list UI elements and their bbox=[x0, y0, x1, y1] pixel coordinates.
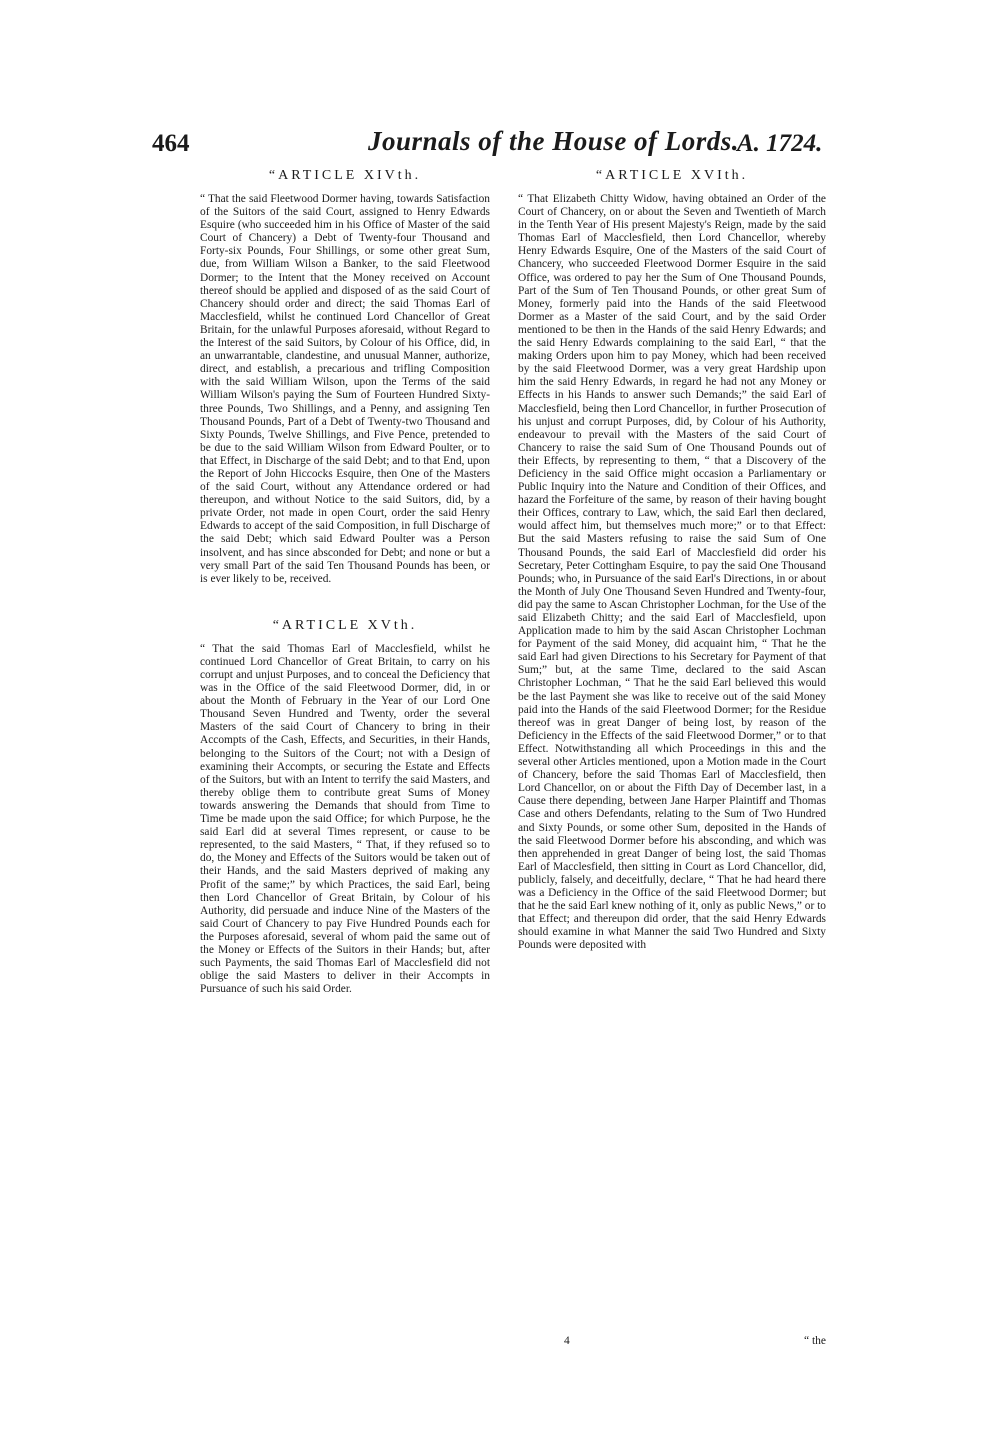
running-title: Journals of the House of Lords. bbox=[368, 126, 740, 156]
article-text-xv: “ That the said Thomas Earl of Macclesfield, whilst he continued Lord Chancellor of Great Britain, to carry on his corrupt and unjust Purposes, and to conceal the Deficiency that was in the Office of the said Fleetwood Dormer, did, in or about the Month of February in the Year of our Lord One Thousand Seven Hundred and Twenty, order the several Masters of the said Court of Chancery to bring in their Accompts of the Cash, Effects, and Securities, in their Hands, belonging to the Suitors of the Court; not with a Design of examining their Accompts, or securing the Estate and Effects of the Suitors, but with an Intent to terrify the said Masters, and thereby oblige them to contribute great Sums of Money towards answering the Demands that should from Time to Time be made upon the said Office; for which Purpose, he the said Earl did at several Times represent, or cause to be represented, to the said Masters, “ That, if they refused so to do, the Money and Effects of the Suitors would be taken out of their Hands, and the said Masters deprived of making any Profit of the same;” by which Practices, the said Earl, being then Lord Chancellor of Great Britain, by Colour of his Authority, did persuade and induce Nine of the Masters of the said Court of Chancery to pay Five Hundred Pounds each for the Purposes aforesaid, several of whom paid the same out of the Money or Effects of the Suitors in their Hands; but, after such Payments, the said Thomas Earl of Macclesfield did not oblige the said Masters to deliver in their Accompts in Pursuance of such his said Order. bbox=[200, 642, 490, 996]
year-label: A. 1724. bbox=[737, 130, 823, 157]
right-column bbox=[518, 168, 826, 952]
page-number: 464 bbox=[152, 130, 190, 157]
article-heading-xiv: “ARTICLE XIVth. bbox=[268, 168, 422, 183]
signature-mark: 4 bbox=[564, 1335, 570, 1347]
article-heading-xvi: “ARTICLE XVIth. bbox=[595, 168, 749, 183]
catchword: “ the bbox=[803, 1335, 826, 1347]
article-text-xiv: “ That the said Fleetwood Dormer having, towards Satisfaction of the Suitors of the said Court, assigned to Henry Edwards Esquire (who succeeded him in his Office of Master of the said Court of Chancery) a Debt of Twenty-four Thousand and Forty-six Pounds, Four Shillings, or some other great Sum, due, from William Wilson a Banker, to the said Fleetwood Dormer; to the Intent that the Money received on Account thereof should be applied and disposed of as the said Court of Chancery should order and direct; the said Thomas Earl of Macclesfield, whilst he continued Lord Chancellor of Great Britain, for the unlawful Purposes aforesaid, without Regard to the Interest of the said Suitors, by Colour of his Office, did, in an unwarrantable, clandestine, and unusual Manner, authorize, direct, and establish, a precarious and trifling Composition with the said William Wilson, upon the Terms of the said William Wilson's paying the Sum of Fourteen Hundred Sixty-three Pounds, Two Shillings, and a Penny, and assigning Ten Thousand Pounds, Part of a Debt of Twenty-two Thousand and Sixty Pounds, Twelve Shillings, and Five Pence, pretended to be due to the said William Wilson from Edward Poulter, or to that Effect, in Discharge of the said Debt; and to that End, upon the Report of John Hiccocks Esquire, then One of the Masters of the said Court, without any Attendance ordered or had thereupon, and without Notice to the said Suitors, did, by a private Order, not made in open Court, order the said Henry Edwards to accept of the said Composition, in full Discharge of the said Debt; which said Edward Poulter was a Person insolvent, and has since absconded for Debt; and none or but a very small Part of the said Ten Thousand Pounds has been, or is ever likely to be, received. bbox=[200, 193, 490, 585]
article-text-xvi: “ That Elizabeth Chitty Widow, having obtained an Order of the Court of Chancery, on or about the Seven and Twentieth of March in the Tenth Year of His present Majesty's Reign, made by the said Thomas Earl of Macclesfield, then Lord Chancellor, whereby Henry Edwards Esquire, One of the Masters of the said Court of Chancery, who succeeded Fleetwood Dormer Esquire in the said Office, was ordered to pay her the Sum of One Thousand Pounds, Part of the Sum of Ten Thousand Pounds, or other great Sum of Money, formerly paid into the Hands of the said Fleetwood Dormer as a Master of the said Court, and by the said Order mentioned to be then in the Hands of the said Henry Edwards; and the said Henry Edwards complaining to the said Earl, “ that the making Orders upon him to pay Money, which had been received by the said Fleetwood Dormer, was a very great Hardship upon him the said Henry Edwards, in regard he had not any Money or Effects in his Hands to answer such Demands;” the said Earl of Macclesfield, being then Lord Chancellor, in further Prosecution of his unjust and corrupt Purposes, did, by Colour of his Authority, endeavour to prevail with the Masters of the said Court of Chancery to raise the said Sum of One Thousand Pounds out of their Effects, by representing to them, “ that a Discovery of the Deficiency in the said Office might occasion a Parliamentary or Public Inquiry into the Nature and Condition of their Offices, and hazard the Forfeiture of the same, by reason of their having bought their Offices, contrary to Law, which, the said Earl then declared, would affect him, but themselves much more;” or to that Effect: But the said Masters refusing to raise the said Sum of One Thousand Pounds, the said Earl of Macclesfield did order his Secretary, Peter Cottingham Esquire, to pay the said One Thousand Pounds; who, in Pursuance of the said Earl's Directions, in or about the Month of July One Thousand Seven Hundred and Twenty-four, did pay the same to Ascan Christopher Lochman, for the Use of the said Elizabeth Chitty; and the said Earl of Macclesfield, upon Application made to him by the said Ascan Christopher Lochman for Payment of the said Money, did acquaint him, “ That he the said Earl had given Directions to his Secretary for Payment of that Sum;” but, at the same Time, declared to the said Ascan Christopher Lochman, “ That he the said Earl believed this would be the last Payment she was like to receive out of the said Money paid into the Hands of the said Fleetwood Dormer; for the Residue thereof was in great Danger of being lost, by reason of the Deficiency in the Effects of the said Fleetwood Dormer,” or to that Effect. Notwithstanding all which Proceedings in this and the several other Articles mentioned, upon a Motion made in the Court of Chancery, before the said Thomas Earl of Macclesfield, then Lord Chancellor, on or about the Fifth Day of December last, in a Cause there depending, between Jane Harper Plaintiff and Thomas Case and others Defendants, relating to the Sum of Two Hundred and Sixty Pounds, or some other Sum, deposited in the Hands of the said Fleetwood Dormer before his absconding, and which was then apprehended in great Danger of being lost, the said Thomas Earl of Macclesfield, then sitting in Court as Lord Chancellor, did, publicly, falsely, and deceitfully, declare, “ That he had heard there was a Deficiency in the Office of the said Fleetwood Dormer; but that he the said Earl knew nothing of it, only as public News,” or to that Effect; and thereupon did order, that the said Henry Edwards should examine in what Manner the said Two Hundred and Sixty Pounds were deposited with bbox=[518, 193, 826, 952]
article-heading-xv: “ARTICLE XVth. bbox=[272, 617, 418, 633]
left-column bbox=[200, 168, 490, 996]
